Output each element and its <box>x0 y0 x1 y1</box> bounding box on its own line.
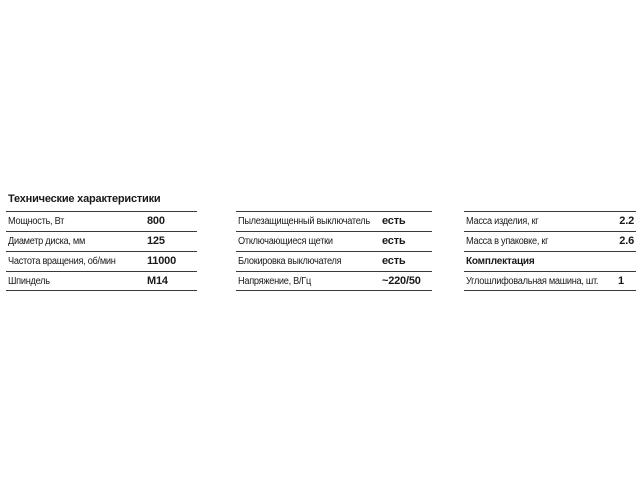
spec-value: 2.2 <box>619 215 634 227</box>
spec-label: Пылезащищенный выключатель <box>238 216 370 227</box>
spec-row-dustproof-switch <box>236 211 432 231</box>
spec-value: 800 <box>147 215 165 227</box>
spec-row-spindle <box>6 271 197 291</box>
specs-column-2 <box>236 211 432 291</box>
spec-label: Частота вращения, об/мин <box>8 256 116 267</box>
spec-row-grinder-quantity <box>464 271 636 291</box>
spec-value: ~220/50 <box>382 275 421 287</box>
spec-row-power <box>6 211 197 231</box>
spec-value: есть <box>382 235 406 247</box>
spec-label: Блокировка выключателя <box>238 256 342 267</box>
specs-column-1 <box>6 211 197 291</box>
spec-label: Углошлифовальная машина, шт. <box>466 276 599 287</box>
spec-row-voltage <box>236 271 432 291</box>
spec-row-product-weight <box>464 211 636 231</box>
spec-row-cutoff-brushes <box>236 231 432 251</box>
spec-value: М14 <box>147 275 168 287</box>
spec-subheading: Комплектация <box>466 256 535 267</box>
spec-row-switch-lock <box>236 251 432 271</box>
spec-row-package-weight <box>464 231 636 251</box>
spec-row-disc-diameter <box>6 231 197 251</box>
spec-value: 2.6 <box>619 235 634 247</box>
spec-row-package-contents-heading <box>464 251 636 271</box>
spec-label: Напряжение, В/Гц <box>238 276 311 287</box>
spec-row-rotation-speed <box>6 251 197 271</box>
spec-label: Мощность, Вт <box>8 216 65 227</box>
spec-label: Шпиндель <box>8 276 50 287</box>
spec-value: 1 <box>618 275 624 287</box>
specs-section-title: Технические характеристики <box>8 193 161 205</box>
spec-value: есть <box>382 215 406 227</box>
spec-value: 125 <box>147 235 165 247</box>
spec-label: Диаметр диска, мм <box>8 236 86 247</box>
spec-label: Отключающиеся щетки <box>238 236 333 247</box>
spec-value: 11000 <box>147 255 176 267</box>
spec-label: Масса в упаковке, кг <box>466 236 549 247</box>
specs-column-3 <box>464 211 636 291</box>
spec-value: есть <box>382 255 406 267</box>
spec-label: Масса изделия, кг <box>466 216 539 227</box>
